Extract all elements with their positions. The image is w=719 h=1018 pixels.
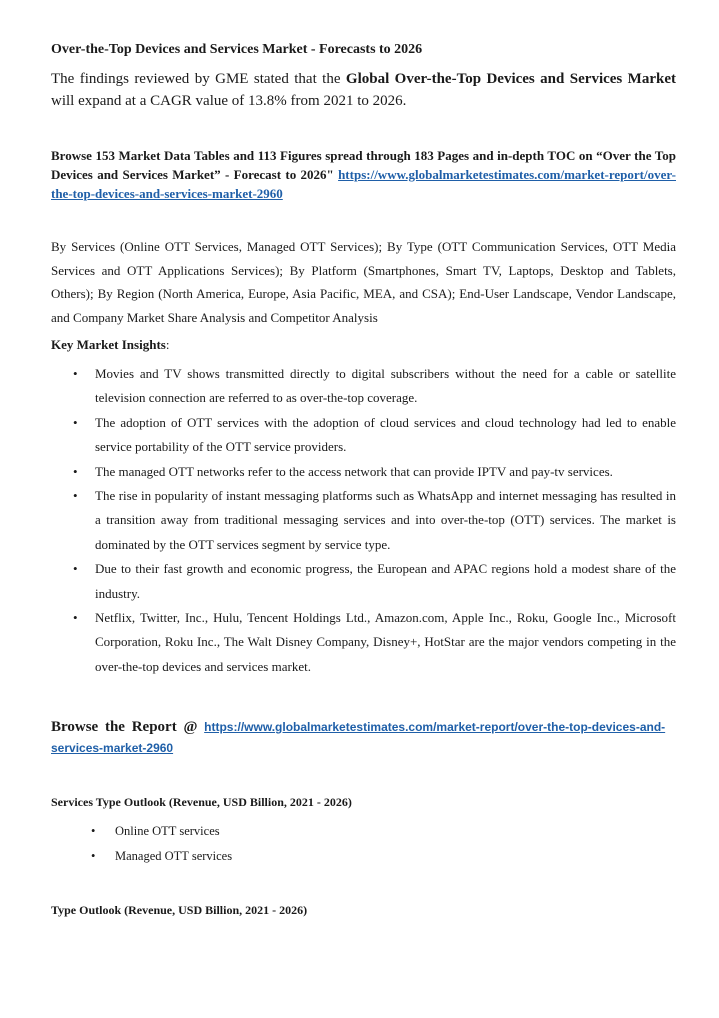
list-item-text: Netflix, Twitter, Inc., Hulu, Tencent Holdings Ltd., Amazon.com, Apple Inc., Roku, Google Inc., Microsoft Corporation, Roku Inc., The Walt Disney Company, Disney+, HotStar are the major vendors competing in the over-the-top devices and services market. [95,610,676,674]
browse-report-link[interactable]: https://www.globalmarketestimates.com/market-report/over-the-top-devices-and-services-market-2960 [51,720,666,755]
intro-text-end: will expand at a CAGR value of 13.8% from 2021 to 2026. [51,93,407,109]
services-type-outlook-list [51,819,676,869]
list-item [51,411,676,460]
bullet-icon: • [73,610,78,626]
bullet-icon: • [91,849,96,863]
key-insights-heading [51,337,676,353]
key-insights-label: Key Market Insights [51,337,166,352]
list-item [51,557,676,606]
key-insights-list [51,362,676,679]
intro-paragraph [51,68,676,112]
bullet-icon: • [91,824,96,838]
list-item [51,460,676,484]
list-item-text: Managed OTT services [115,849,233,863]
key-insights-colon: : [165,337,170,352]
list-item [51,484,676,557]
bullet-icon: • [73,366,78,381]
list-item [51,819,676,844]
intro-market-name: Global Over-the-Top Devices and Services Market [345,71,676,87]
browse-report-label: Browse the Report @ [51,719,205,735]
bullet-icon: • [73,414,78,430]
services-type-outlook-heading: Services Type Outlook (Revenue, USD Billion, 2021 - 2026) [51,795,352,809]
list-item [51,362,676,411]
list-item-text: Due to their fast growth and economic progress, the European and APAC regions hold a modest share of the industry. [95,561,676,601]
type-outlook-heading: Type Outlook (Revenue, USD Billion, 2021 - 2026) [51,903,308,917]
browse-toc-text: Browse 153 Market Data Tables and 113 Figures spread through 183 Pages and in-depth TOC on “Over the Top Devices and Services Market” - Forecast to 2026" [51,148,676,182]
list-item-text: Movies and TV shows transmitted directly to digital subscribers without the need for a cable or satellite television connection are referred to as over-the-top coverage. [95,366,676,406]
browse-toc-paragraph [51,146,676,203]
list-item [51,844,676,869]
bullet-icon: • [73,561,78,577]
list-item-text: Online OTT services [115,824,220,838]
page-title: Over-the-Top Devices and Services Market - Forecasts to 2026 [51,42,423,57]
intro-text-start: The findings reviewed by GME stated that the [51,71,346,87]
browse-report-paragraph [51,717,676,759]
segmentation-paragraph: By Services (Online OTT Services, Managed OTT Services); By Type (OTT Communication Services, OTT Media Services and OTT Applications Services); By Platform (Smartphones, Smart TV, Laptops, Desktop and Tablets, Others); By Region (North America, Europe, Asia Pacific, MEA, and CSA); End-User Landscape, Vendor Landscape, and Company Market Share Analysis and Competitor Analysis [51,239,676,325]
list-item-text: The managed OTT networks refer to the access network that can provide IPTV and pay-tv services. [95,463,613,479]
list-item [51,606,676,679]
bullet-icon: • [73,463,78,479]
report-link[interactable]: https://www.globalmarketestimates.com/market-report/over-the-top-devices-and-services-market-2960 [51,167,676,201]
list-item-text: The adoption of OTT services with the adoption of cloud services and cloud technology had led to enable service portability of the OTT service providers. [95,414,676,455]
list-item-text: The rise in popularity of instant messaging platforms such as WhatsApp and internet messaging has resulted in a transition away from traditional messaging services and into over-the-top (OTT) services. The market is dominated by the OTT services segment by service type. [95,488,676,552]
bullet-icon: • [73,488,78,504]
